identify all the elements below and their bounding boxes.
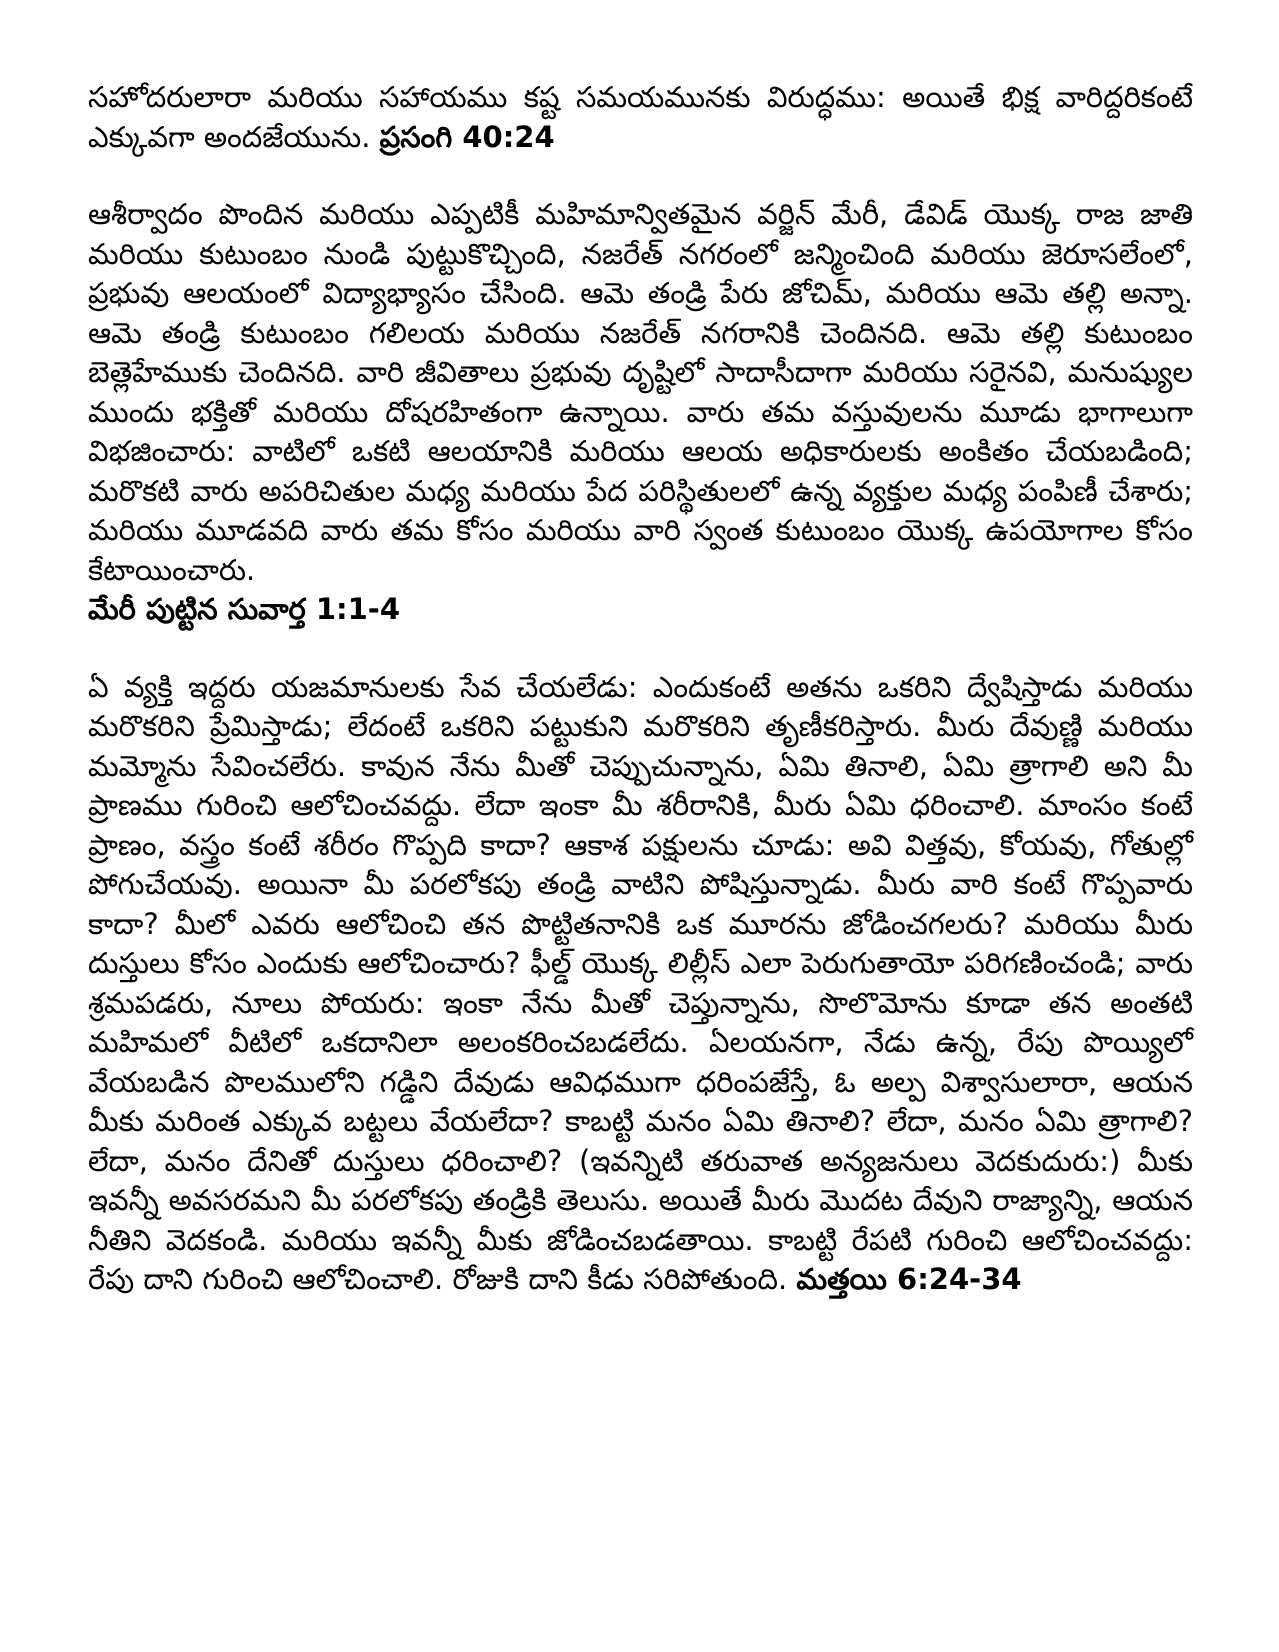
passage-1-reference: ప్రసంగి 40:24 (379, 119, 555, 154)
passage-1-text: సహోదరులారా మరియు సహాయము కష్ట సమయమునకు విరుద్ధము: అయితే భిక్ష వారిద్దరికంటే ఎక్కువగా అందజేయును. (88, 80, 1193, 154)
passage-3-text: ఏ వ్యక్తి ఇద్దరు యజమానులకు సేవ చేయలేడు: ఎందుకంటే అతను ఒకరిని ద్వేషిస్తాడు మరియు మరొకరిని ప్రేమిస్తాడు; లేదంటే ఒకరిని పట్టుకుని మరొకరిని తృణీకరిస్తారు. మీరు దేవుణ్ణి మరియు మమ్మోను సేవించలేరు. కావున నేను మీతో చెప్పుచున్నాను, ఏమి తినాలి, ఏమి త్రాగాలి అని మీ ప్రాణము గురించి ఆలోచించవద్దు. లేదా ఇంకా మీ శరీరానికి, మీరు ఏమి ధరించాలి. మాంసం కంటే ప్రాణం, వస్త్రం కంటే శరీరం గొప్పది కాదా? ఆకాశ పక్షులను చూడు: అవి విత్తవు, కోయవు, గోతుల్లో పోగుచేయవు. అయినా మీ పరలోకపు తండ్రి వాటిని పోషిస్తున్నాడు. మీరు వారి కంటే గొప్పవారు కాదా? మీలో ఎవరు ఆలోచించి తన పొట్టితనానికి ఒక మూరను జోడించగలరు? మరియు మీరు దుస్తులు కోసం ఎందుకు ఆలోచించారు? ఫీల్డ్ యొక్క లిల్లీస్ ఎలా పెరుగుతాయో పరిగణించండి; వారు శ్రమపడరు, నూలు పోయరు: ఇంకా నేను మీతో చెప్తున్నాను, సొలొమోను కూడా తన అంతటి మహిమలో వీటిలో ఒకదానిలా అలంకరించబడలేదు. ఏలయనగా, నేడు ఉన్న, రేపు పొయ్యిలో వేయబడిన పొలములోని గడ్డిని దేవుడు ఆవిధముగా ధరింపజేస్తే, ఓ అల్ప విశ్వాసులారా, ఆయన మీకు మరింత ఎక్కువ బట్టలు వేయలేదా? కాబట్టి మనం ఏమి తినాలి? లేదా, మనం ఏమి త్రాగాలి? లేదా, మనం దేనితో దుస్తులు ధరించాలి? (ఇవన్నిటి తరువాత అన్యజనులు వెదకుదురు:) మీకు ఇవన్నీ అవసరమని మీ పరలోకపు తండ్రికి తెలుసు. అయితే మీరు మొదట దేవుని రాజ్యాన్ని, ఆయన నీతిని వెదకండి. మరియు ఇవన్నీ మీకు జోడించబడతాయి. కాబట్టి రేపటి గురించి ఆలోచించవద్దు: రేపు దాని గురించి ఆలోచించాలి. రోజుకి దాని కీడు సరిపోతుంది. (88, 669, 1193, 1296)
document-page (88, 78, 1193, 1338)
passage-2-text: ఆశీర్వాదం పొందిన మరియు ఎప్పటికీ మహిమాన్వితమైన వర్జిన్ మేరీ, డేవిడ్ యొక్క రాజ జాతి మరియు కుటుంబం నుండి పుట్టుకొచ్చింది, నజరేత్ నగరంలో జన్మించింది మరియు జెరూసలేంలో, ప్రభువు ఆలయంలో విద్యాభ్యాసం చేసింది. ఆమె తండ్రి పేరు జోచిమ్, మరియు ఆమె తల్లి అన్నా. ఆమె తండ్రి కుటుంబం గలిలయ మరియు నజరేత్ నగరానికి చెందినది. ఆమె తల్లి కుటుంబం బెత్లెహేముకు చెందినది. వారి జీవితాలు ప్రభువు దృష్టిలో సాదాసీదాగా మరియు సరైనవి, మనుష్యుల ముందు భక్తితో మరియు దోషరహితంగా ఉన్నాయి. వారు తమ వస్తువులను మూడు భాగాలుగా విభజించారు: వాటిలో ఒకటి ఆలయానికి మరియు ఆలయ అధికారులకు అంకితం చేయబడింది; మరొకటి వారు అపరిచితుల మధ్య మరియు పేద పరిస్థితులలో ఉన్న వ్యక్తుల మధ్య పంపిణీ చేశారు; మరియు మూడవది వారు తమ కోసం మరియు వారి స్వంత కుటుంబం యొక్క ఉపయోగాల కోసం కేటాయించారు. (88, 197, 1193, 587)
passage-2-reference: మేరీ పుట్టిన సువార్త 1:1-4 (88, 592, 401, 626)
passage-3 (88, 668, 1193, 1300)
passage-1 (88, 78, 1193, 157)
passage-2 (88, 195, 1193, 630)
passage-3-reference: మత్తయి 6:24-34 (796, 1262, 1022, 1296)
